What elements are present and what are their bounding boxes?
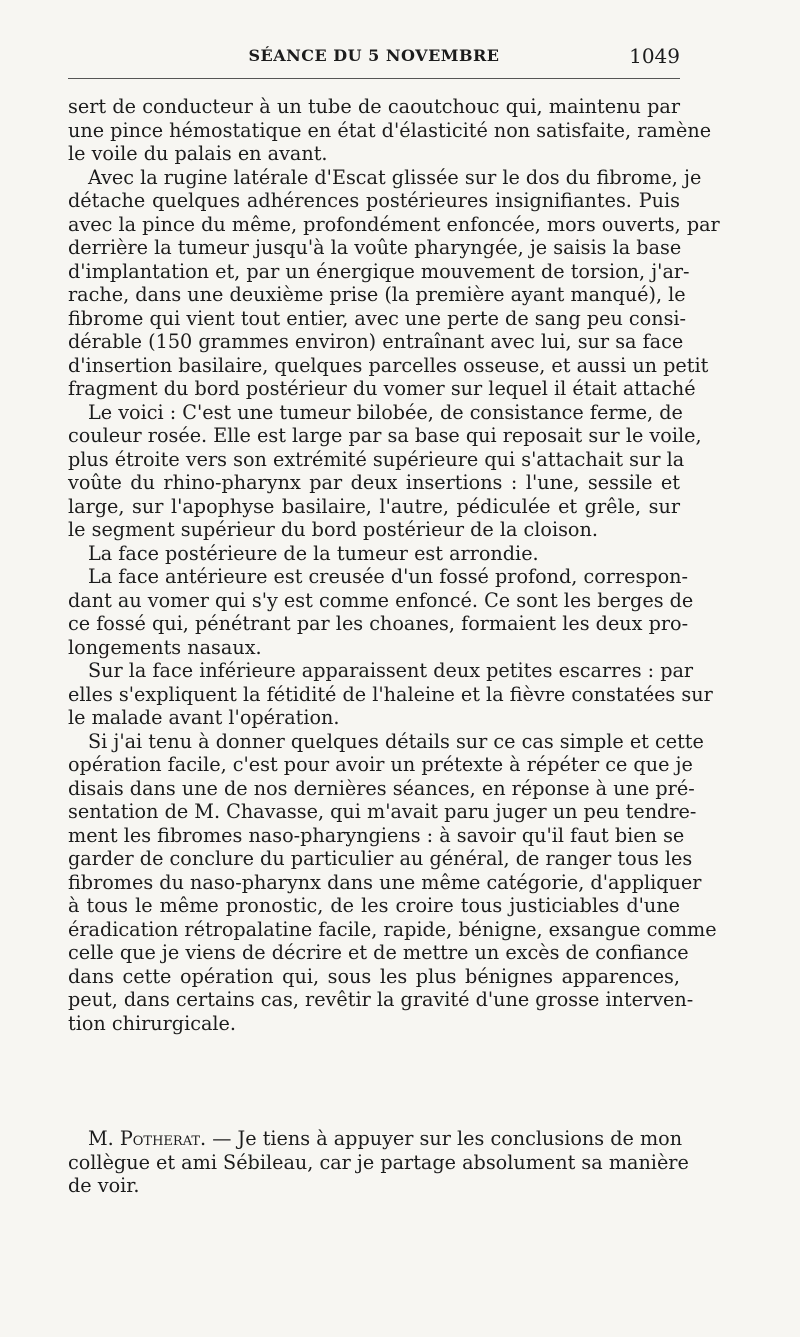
text-line: derrière la tumeur jusqu'à la voûte pharyngée, je saisis la base [68,236,682,259]
text-line: dérable (150 grammes environ) entraînant avec lui, sur sa face [68,330,684,353]
text-line: sert de conducteur à un tube de caoutchouc qui, maintenu par [68,95,680,118]
header-rule [68,78,680,79]
paragraph [68,542,680,566]
text-line: ment les fibromes naso-pharyngiens : à savoir qu'il faut bien se [68,823,685,847]
text-line: tion chirurgicale. [68,1011,236,1035]
text-line [68,1127,683,1151]
text-line: plus étroite vers son extrémité supérieure qui s'attachait sur la [68,447,685,471]
text-line: voûte du rhino-pharynx par deux insertions : l'une, sessile et [68,471,680,494]
page-header [68,38,680,72]
text-line: fragment du bord postérieur du vomer sur lequel il était attaché [68,377,696,400]
text-line: d'insertion basilaire, quelques parcelles osseuse, et aussi un petit [68,353,709,377]
text-line: fibrome qui vient tout entier, avec une perte de sang peu consi- [68,306,687,330]
text-line: couleur rosée. Elle est large par sa base qui reposait sur le voile, [68,424,702,447]
text-line: le segment supérieur du bord postérieur de la cloison. [68,518,598,541]
text-line: La face antérieure est creusée d'un fossé profond, correspon- [88,565,689,588]
text-line: collègue et ami Sébileau, car je partage absolument sa manière [68,1150,689,1174]
text-line: avec la pince du même, profondément enfoncée, mors ouverts, par [68,212,720,236]
paragraph [68,165,720,401]
text-line: fibromes du naso-pharynx dans une même catégorie, d'appliquer [68,870,702,894]
text-line: ce fossé qui, pénétrant par les choanes, formaient les deux pro- [68,612,689,635]
paragraph [68,729,717,1036]
speaker-name: M. Potherat. [88,1127,207,1150]
text-line: rache, dans une deuxième prise (la première ayant manqué), le [68,283,686,306]
text-line: le malade avant l'opération. [68,706,340,729]
paragraph [68,565,694,659]
text-line: le voile du palais en avant. [68,142,328,165]
text-line: celle que je viens de décrire et de mettre un excès de confiance [68,941,689,964]
speaker-text: — Je tiens à appuyer sur les conclusions de mon [206,1127,683,1150]
text-line: éradication rétropalatine facile, rapide, bénigne, exsangue comme [68,917,717,941]
text-line: d'implantation et, par un énergique mouvement de torsion, j'ar- [68,259,690,283]
text-line: Sur la face inférieure apparaissent deux petites escarres : par [88,659,694,682]
text-line: dans cette opération qui, sous les plus bénignes apparences, [68,964,680,988]
text-line: à tous le même pronostic, de les croire tous justiciables d'une [68,894,680,917]
body-text [68,95,720,1035]
text-line: opération facile, c'est pour avoir un prétexte à répéter ce que je [68,753,693,776]
text-line: La face postérieure de la tumeur est arrondie. [88,541,539,565]
text-line: sentation de M. Chavasse, qui m'avait paru juger un peu tendre- [68,800,697,823]
text-line: de voir. [68,1174,140,1197]
text-line: Avec la rugine latérale d'Escat glissée sur le dos du fibrome, je [88,165,702,189]
paragraph [68,659,713,730]
running-title: SÉANCE DU 5 NOVEMBRE [248,46,500,65]
text-line: longements nasaux. [68,635,262,659]
paragraph [68,400,702,542]
page-number: 1049 [629,44,680,68]
paragraph [68,95,712,166]
text-line: garder de conclure du particulier au général, de ranger tous les [68,847,693,870]
text-line: disais dans une de nos dernières séances, en réponse à une pré- [68,776,695,800]
text-line: Si j'ai tenu à donner quelques détails sur ce cas simple et cette [88,729,704,753]
text-line: une pince hémostatique en état d'élasticité non satisfaite, ramène [68,118,712,142]
text-line: dant au vomer qui s'y est comme enfoncé. Ce sont les berges de [68,588,694,612]
text-line: large, sur l'apophyse basilaire, l'autre, pédiculée et grêle, sur [68,494,680,518]
text-line: elles s'expliquent la fétidité de l'haleine et la fièvre constatées sur [68,682,713,706]
text-line: peut, dans certains cas, revêtir la gravité d'une grosse interven- [68,988,694,1011]
text-line: détache quelques adhérences postérieures insignifiantes. Puis [68,189,680,212]
text-line: Le voici : C'est une tumeur bilobée, de consistance ferme, de [88,400,683,424]
closing-paragraph [68,1127,689,1198]
